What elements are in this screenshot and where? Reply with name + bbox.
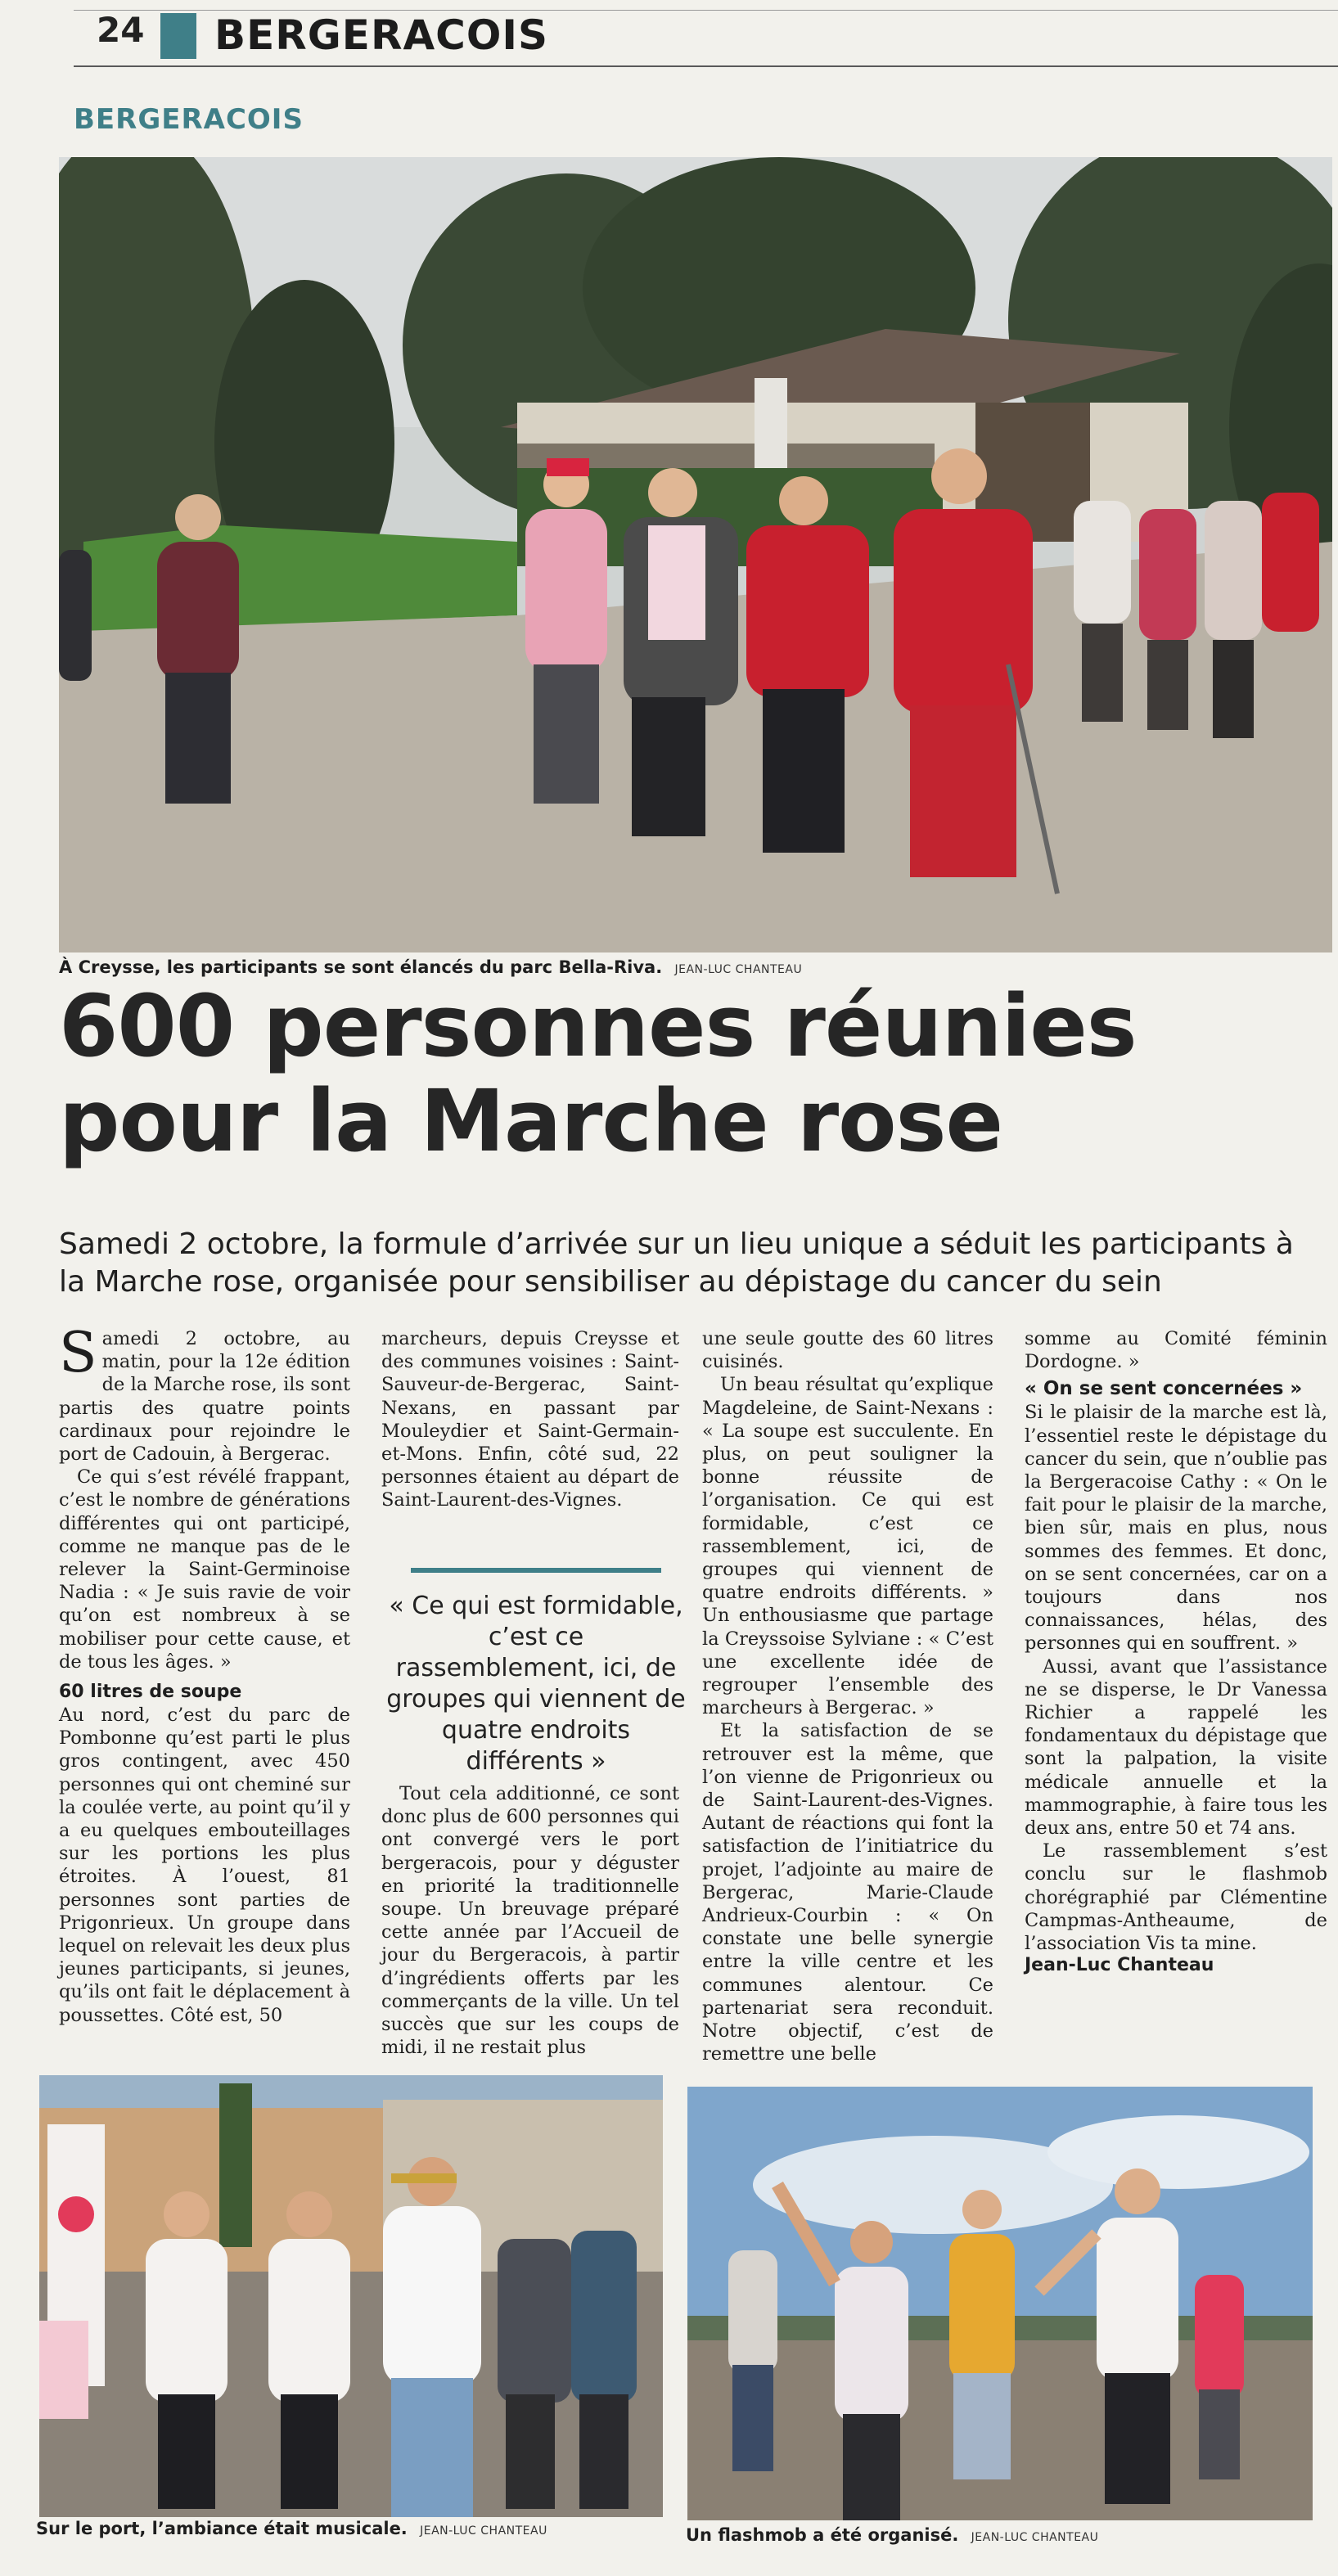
article-column-2-continued: [381, 1782, 679, 2059]
subheading-soupe: 60 litres de soupe: [59, 1682, 242, 1703]
main-photo: [59, 157, 1332, 952]
main-caption-text: À Creysse, les participants se sont élancés du parc Bella-Riva.: [59, 957, 663, 977]
section-color-block: [160, 13, 196, 59]
drop-cap: S: [59, 1321, 97, 1385]
col4-paragraph-4: Le rassemblement s’est conclu sur le flashmob chorégraphié par Clémentine Campmas-Antheaume, de l’association Vis ta mine.: [1025, 1840, 1327, 1955]
author-signature: Jean-Luc Chanteau: [1025, 1955, 1214, 1976]
col3-paragraph-1: une seule goutte des 60 litres cuisinés.: [702, 1328, 993, 1373]
header-rule: [74, 65, 1338, 67]
col1-paragraph-3: Au nord, c’est du parc de Pombonne qu’est parti le plus gros contingent, avec 450 personnes qui ont cheminé sur la coulée verte, au point qu’il y a eu quelques embouteillages sur les portions les plus étroites. À l’ouest, 81 personnes sont parties de Prigonrieux. Un groupe dans lequel on relevait les deux plus jeunes participants, si jeunes, qu’ils ont fait le déplacement à poussettes. Côté est, 50: [59, 1705, 350, 2026]
left-photo-caption: [36, 2519, 547, 2538]
right-caption-text: Un flashmob a été organisé.: [686, 2525, 959, 2545]
left-photo-credit: JEAN-LUC CHANTEAU: [420, 2524, 547, 2538]
article-column-4: [1025, 1327, 1327, 1975]
port-music-photo: [39, 2075, 663, 2517]
main-photo-caption: [59, 957, 802, 977]
article-standfirst: Samedi 2 octobre, la formule d’arrivée sur un lieu unique a séduit les participants à la Marche rose, organisée pour sensibiliser au dépistage du cancer du sein: [59, 1227, 1294, 1299]
right-photo-credit: JEAN-LUC CHANTEAU: [971, 2531, 1099, 2544]
headline-line-2: pour la Marche rose: [59, 1071, 1003, 1171]
col1-paragraph-2: Ce qui s’est révélé frappant, c’est le nombre de générations différentes qui ont participé, comme ne manque pas de le relever la Saint-Germinoise Nadia : « Je suis ravie de voir qu’on est nombreux à se mobiliser pour cette cause, et de tous les âges. »: [59, 1466, 350, 1673]
article-column-2: [381, 1327, 679, 1512]
subheading-concernees: « On se sent concernées »: [1025, 1378, 1303, 1400]
right-photo-caption: [686, 2525, 1098, 2545]
flashmob-photo: [687, 2087, 1313, 2520]
section-title: BERGERACOIS: [214, 11, 548, 59]
headline-line-1: 600 personnes réunies: [59, 976, 1137, 1076]
col4-paragraph-2: Si le plaisir de la marche est là, l’essentiel reste le dépistage du cancer du sein, que n’oublie pas la Bergeracoise Cathy : « On le fait pour le plaisir de la marche, bien sûr, mais en plus, nous sommes des femmes. Et donc, on se sent concernées, car on a toujours dans nos connaissances, hélas, des personnes qui en souffrent. »: [1025, 1402, 1327, 1655]
page-number: 24: [97, 10, 145, 50]
col3-paragraph-2: Un beau résultat qu’explique Magdeleine, de Saint-Nexans : « La soupe est succulente. En plus, on peut souligner la bonne réussite de l’organisation. Ce qui est formidable, c’est ce rassemblement, ici, de groupes qui viennent de quatre endroits différents. » Un enthousiasme que partage la Creyssoise Sylviane : « C’est une excellente idée de regrouper l’ensemble des marcheurs à Bergerac. »: [702, 1374, 993, 1719]
article-column-1: [59, 1321, 350, 2027]
main-photo-credit: JEAN-LUC CHANTEAU: [674, 963, 803, 976]
col1-paragraph-1: amedi 2 octobre, au matin, pour la 12e édition de la Marche rose, ils sont partis des quatre points cardinaux pour rejoindre le port de Cadouin, à Bergerac.: [59, 1328, 350, 1466]
rubric-label: BERGERACOIS: [74, 103, 304, 136]
header-top-rule: [74, 10, 1338, 11]
col4-paragraph-3: Aussi, avant que l’assistance ne se disperse, le Dr Vanessa Richier a rappelé les fondamentaux du dépistage que sont la palpation, la visite médicale annuelle et la mammographie, à faire tous les deux ans, entre 50 et 74 ans.: [1025, 1655, 1327, 1840]
col4-paragraph-1: somme au Comité féminin Dordogne. »: [1025, 1328, 1327, 1373]
left-caption-text: Sur le port, l’ambiance était musicale.: [36, 2519, 408, 2538]
pull-quote: « Ce qui est formidable, c’est ce rassemblement, ici, de groupes qui viennent de quatre endroits différents »: [386, 1592, 686, 1776]
col3-paragraph-3: Et la satisfaction de se retrouver est la même, que l’on vienne de Prigonrieux ou de Saint-Laurent-des-Vignes. Autant de réactions qui font la satisfaction de l’initiatrice du projet, l’adjointe au maire de Bergerac, Marie-Claude Andrieux-Courbin : « On constate une belle synergie entre la ville centre et les communes alentour. Ce partenariat sera reconduit. Notre objectif, c’est de remettre une belle: [702, 1720, 993, 2065]
col2-paragraph-1: marcheurs, depuis Creysse et des communes voisines : Saint-Sauveur-de-Bergerac, Saint-Nexans, en passant par Mouleydier et Saint-Germain-et-Mons. Enfin, côté sud, 22 personnes étaient au départ de Saint-Laurent-des-Vignes.: [381, 1328, 679, 1511]
article-column-3: [702, 1327, 993, 2066]
quote-rule: [411, 1568, 661, 1573]
col2-paragraph-2: Tout cela additionné, ce sont donc plus de 600 personnes qui ont convergé vers le port bergeracois, pour y déguster en priorité la traditionnelle soupe. Un breuvage préparé cette année par l’Accueil de jour du Bergeracois, à partir d’ingrédients offerts par les commerçants de la ville. Un tel succès que sur les coups de midi, il ne restait plus: [381, 1783, 679, 2059]
article-headline: [59, 976, 1319, 1171]
